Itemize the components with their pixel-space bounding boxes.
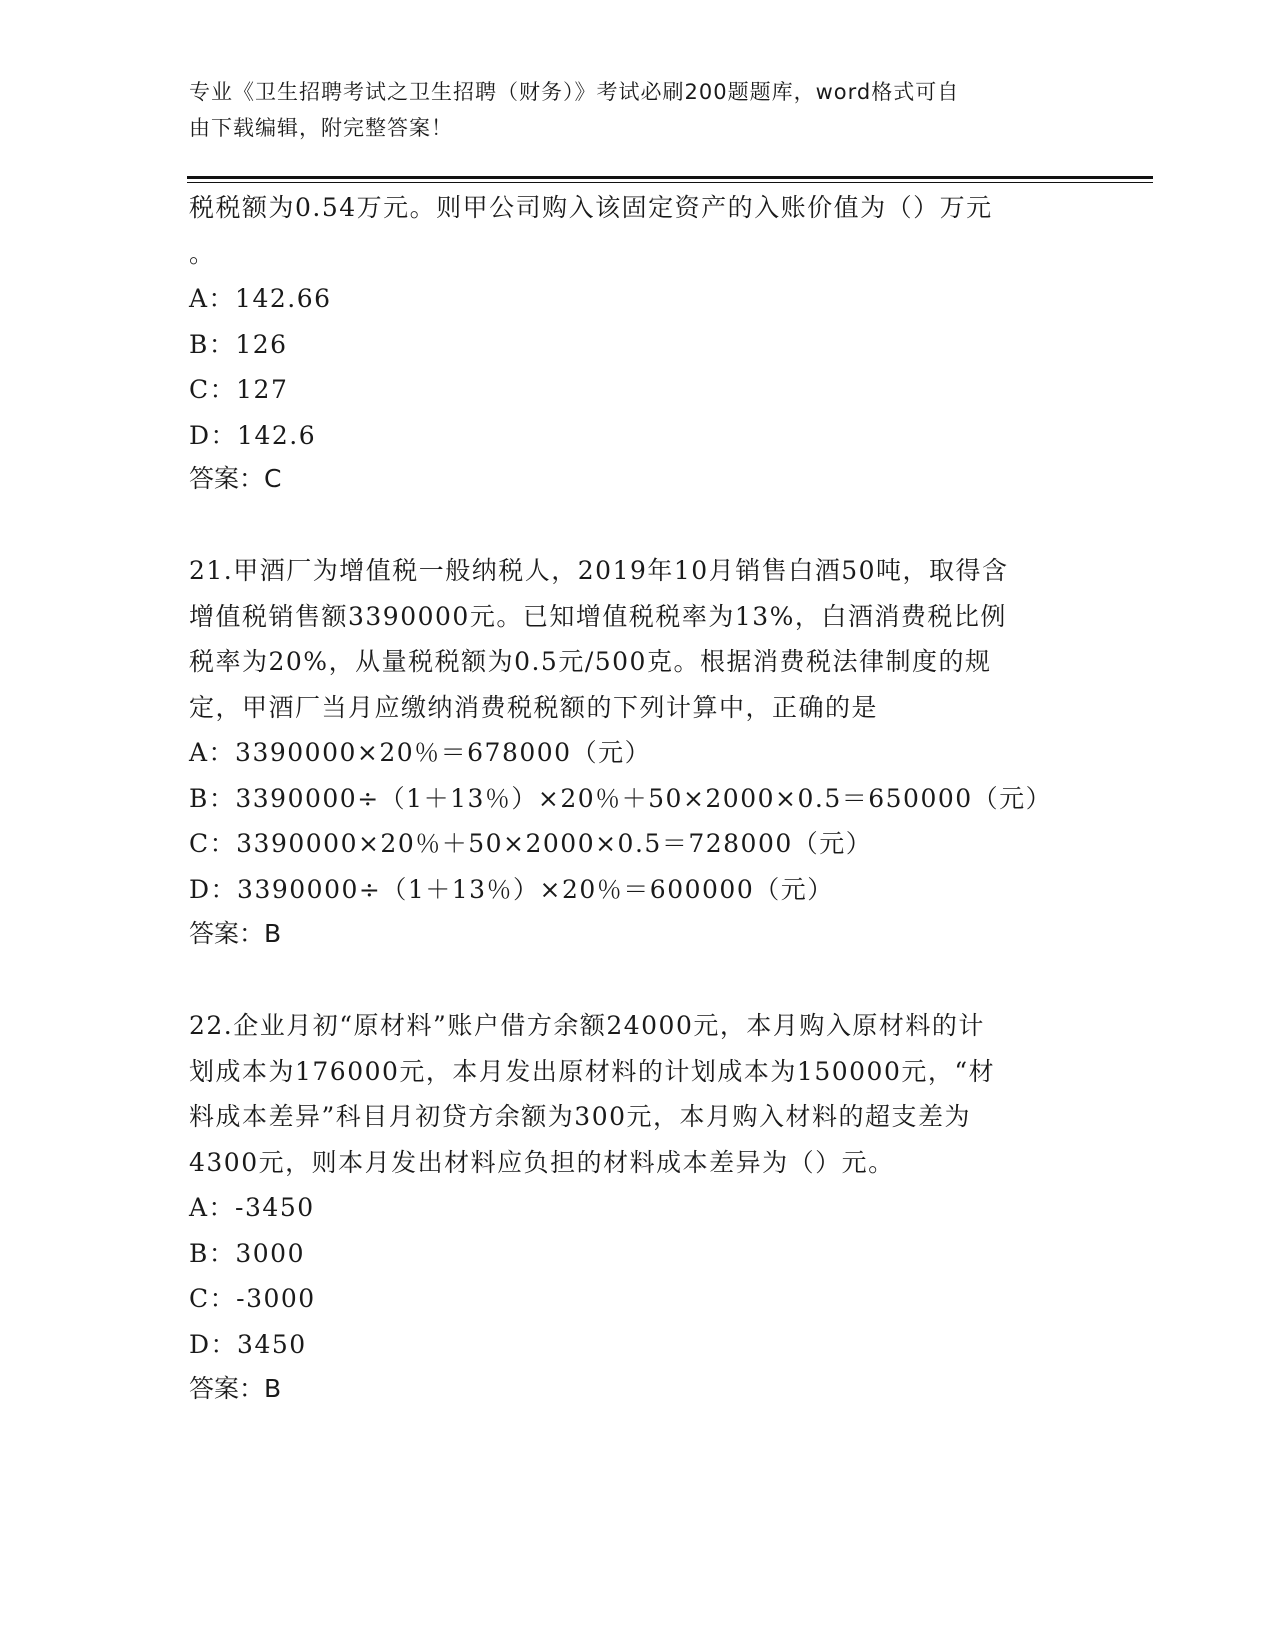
question-text-line: 料成本差异”科目月初贷方余额为300元，本月购入材料的超支差为: [189, 1102, 972, 1131]
question-21: [189, 548, 1089, 912]
option-a: A：142.66: [189, 284, 332, 313]
header-divider-thick: [187, 176, 1153, 179]
option-c: C：3390000×20％＋50×2000×0.5＝728000（元）: [189, 829, 873, 858]
answer-20: 答案：C: [189, 464, 282, 493]
question-text-line: 21.甲酒厂为增值税一般纳税人，2019年10月销售白酒50吨，取得含: [189, 556, 1009, 585]
question-text-line: 增值税销售额3390000元。已知增值税税率为13%，白酒消费税比例: [189, 601, 1007, 631]
answer-21: 答案：B: [189, 919, 282, 948]
option-c: C：127: [189, 375, 289, 404]
option-d: D：142.6: [189, 420, 317, 450]
option-b: B：126: [189, 329, 288, 359]
question-20-tail: [189, 185, 1089, 458]
option-c: C：-3000: [189, 1284, 316, 1313]
option-d: D：3390000÷（1＋13％）×20％＝600000（元）: [189, 874, 834, 904]
option-b: B：3000: [189, 1238, 305, 1268]
question-text-line: 22.企业月初“原材料”账户借方余额24000元，本月购入原材料的计: [189, 1011, 985, 1040]
question-22: [189, 1003, 1089, 1367]
option-b: B：3390000÷（1＋13％）×20％＋50×2000×0.5＝650000（元）: [189, 783, 1053, 813]
question-text-line: 4300元，则本月发出材料应负担的材料成本差异为（）元。: [189, 1147, 895, 1177]
option-a: A：3390000×20％＝678000（元）: [189, 738, 652, 767]
option-a: A：-3450: [189, 1193, 315, 1222]
header-line-2: 由下载编辑，附完整答案！: [189, 116, 453, 140]
question-text-line: 税率为20%，从量税税额为0.5元/500克。根据消费税法律制度的规: [189, 647, 992, 676]
question-text-line: 定，甲酒厂当月应缴纳消费税税额的下列计算中，正确的是: [189, 692, 879, 722]
option-d: D：3450: [189, 1329, 307, 1359]
document-header: [189, 74, 1069, 146]
answer-22: 答案：B: [189, 1374, 282, 1403]
question-text-line: 。: [189, 238, 216, 268]
question-text-line: 划成本为176000元，本月发出原材料的计划成本为150000元，“材: [189, 1056, 996, 1086]
question-text-line: 税税额为0.54万元。则甲公司购入该固定资产的入账价值为（）万元: [189, 193, 993, 222]
header-line-1: 专业《卫生招聘考试之卫生招聘（财务）》考试必刷200题题库，word格式可自: [189, 80, 960, 104]
header-divider-thin: [187, 182, 1153, 183]
